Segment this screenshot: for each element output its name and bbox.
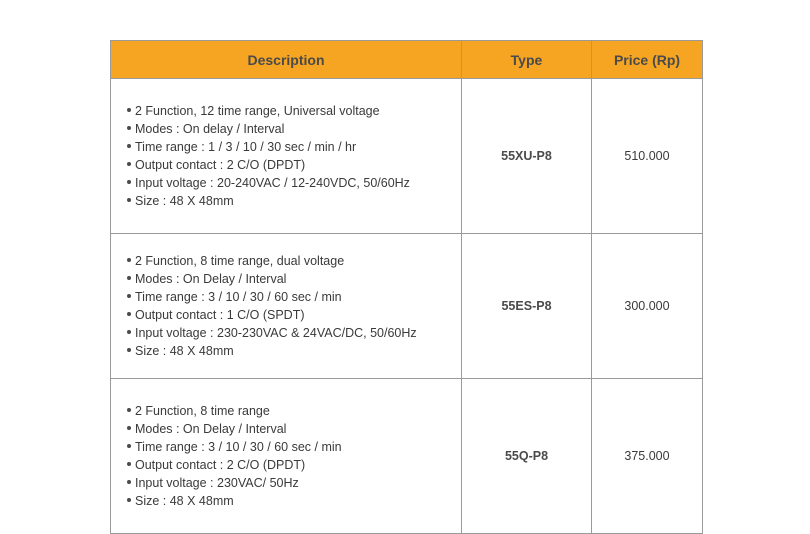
bullet-icon [127,498,131,502]
header-type: Type [462,41,592,79]
spec-line [127,270,461,288]
spec-text: Output contact : 2 C/O (DPDT) [135,458,306,472]
header-row [111,41,703,79]
bullet-icon [127,162,131,166]
spec-text: Input voltage : 230VAC/ 50Hz [135,476,299,490]
spec-line [127,438,461,456]
price-cell: 510.000 [592,79,703,234]
type-cell: 55ES-P8 [462,234,592,379]
bullet-icon [127,198,131,202]
spec-line [127,474,461,492]
spec-line [127,456,461,474]
table-row [111,379,703,534]
spec-text: Size : 48 X 48mm [135,494,234,508]
bullet-icon [127,444,131,448]
spec-line [127,252,461,270]
bullet-icon [127,348,131,352]
type-cell: 55Q-P8 [462,379,592,534]
table-row [111,79,703,234]
price-cell: 375.000 [592,379,703,534]
spec-line [127,492,461,510]
bullet-icon [127,312,131,316]
spec-line [127,342,461,360]
bullet-icon [127,144,131,148]
bullet-icon [127,426,131,430]
spec-line [127,420,461,438]
bullet-icon [127,126,131,130]
spec-text: Output contact : 1 C/O (SPDT) [135,308,305,322]
spec-text: 2 Function, 8 time range, dual voltage [135,254,345,268]
price-cell: 300.000 [592,234,703,379]
description-cell [111,79,462,234]
bullet-icon [127,258,131,262]
description-cell [111,379,462,534]
spec-text: Input voltage : 230-230VAC & 24VAC/DC, 50/60Hz [135,326,417,340]
product-table [110,40,703,534]
bullet-icon [127,480,131,484]
table-row [111,234,703,379]
description-cell [111,234,462,379]
spec-line [127,402,461,420]
type-cell: 55XU-P8 [462,79,592,234]
bullet-icon [127,180,131,184]
bullet-icon [127,330,131,334]
spec-line [127,288,461,306]
spec-text: Time range : 3 / 10 / 30 / 60 sec / min [135,290,342,304]
spec-text: Size : 48 X 48mm [135,344,234,358]
spec-line [127,138,461,156]
header-price: Price (Rp) [592,41,703,79]
spec-text: Modes : On Delay / Interval [135,422,287,436]
spec-line [127,102,461,120]
spec-line [127,192,461,210]
bullet-icon [127,462,131,466]
spec-text: Output contact : 2 C/O (DPDT) [135,158,306,172]
spec-text: Modes : On Delay / Interval [135,272,287,286]
spec-line [127,306,461,324]
bullet-icon [127,108,131,112]
table-body [111,79,703,534]
spec-line [127,324,461,342]
spec-text: Time range : 3 / 10 / 30 / 60 sec / min [135,440,342,454]
table-header [111,41,703,79]
header-description: Description [111,41,462,79]
spec-text: 2 Function, 12 time range, Universal voltage [135,104,380,118]
spec-line [127,174,461,192]
spec-text: Modes : On delay / Interval [135,122,285,136]
spec-text: Size : 48 X 48mm [135,194,234,208]
bullet-icon [127,276,131,280]
spec-text: 2 Function, 8 time range [135,404,270,418]
bullet-icon [127,294,131,298]
bullet-icon [127,408,131,412]
spec-text: Input voltage : 20-240VAC / 12-240VDC, 50/60Hz [135,176,410,190]
spec-text: Time range : 1 / 3 / 10 / 30 sec / min / hr [135,140,357,154]
spec-line [127,156,461,174]
spec-line [127,120,461,138]
